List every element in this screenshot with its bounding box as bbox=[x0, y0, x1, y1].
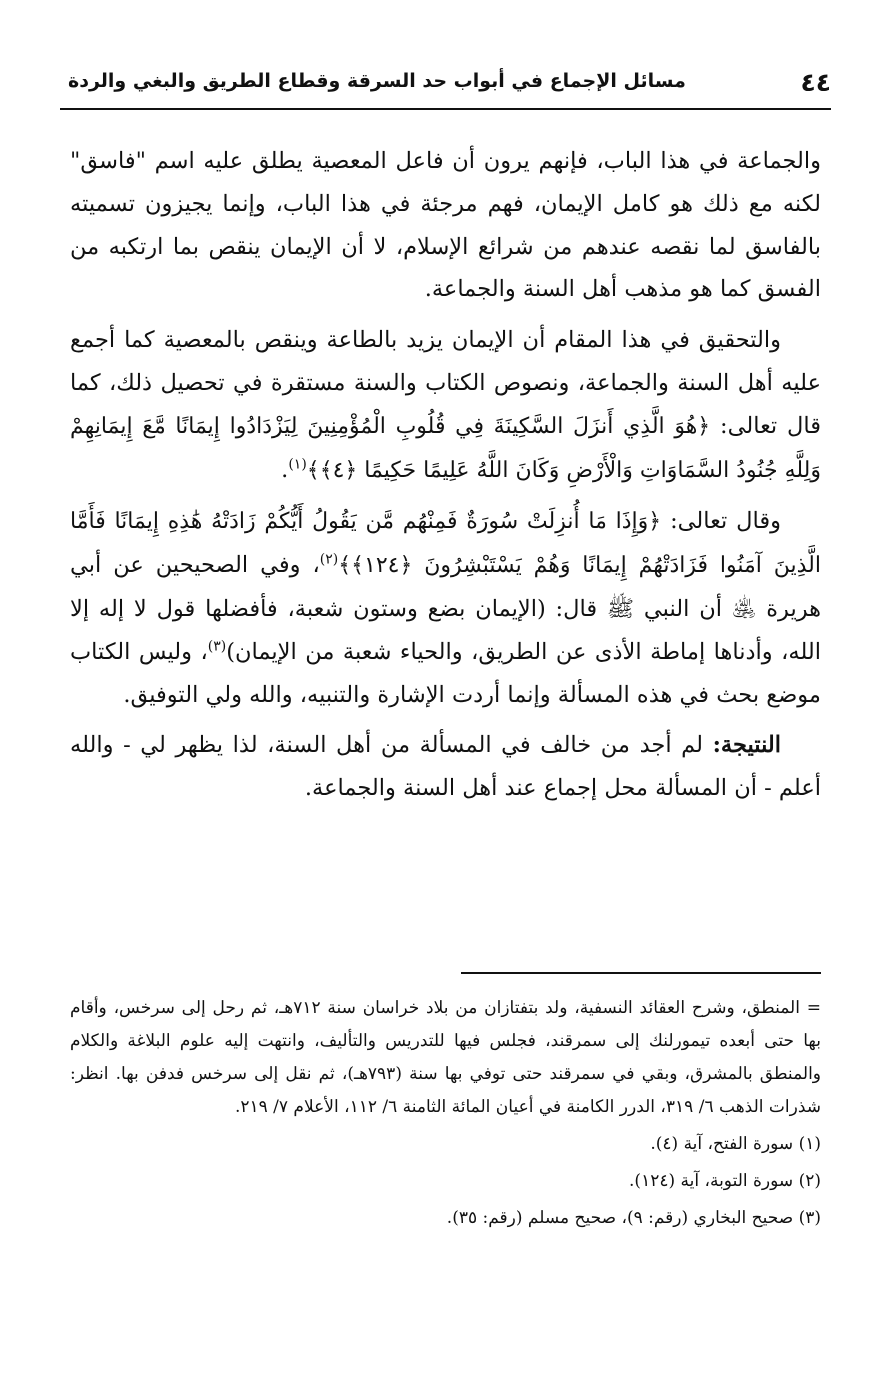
page-header bbox=[60, 62, 831, 110]
paragraph-1 bbox=[70, 140, 821, 311]
footnotes bbox=[70, 992, 821, 1239]
quran-verse-1: ﴿هُوَ الَّذِي أَنزَلَ السَّكِينَةَ فِي قُلُوبِ الْمُؤْمِنِينَ لِيَزْدَادُوا إِيمَانًا مَّعَ إِيمَانِهِمْ وَلِلَّهِ جُنُودُ السَّمَاوَاتِ وَالْأَرْضِ وَكَانَ اللَّهُ عَلِيمًا حَكِيمًا ﴿٤﴾﴾ bbox=[70, 413, 821, 483]
paragraph-2-intro: والتحقيق في هذا المقام أن الإيمان يزيد بالطاعة وينقص بالمعصية كما أجمع عليه أهل السنة والجماعة، ونصوص الكتاب والسنة مستقرة في تحصيل ذلك، كما قال تعالى: bbox=[70, 327, 821, 439]
footnote-1: (١) سورة الفتح، آية (٤). bbox=[650, 1134, 821, 1154]
result-paragraph bbox=[70, 724, 821, 810]
result-text: لم أجد من خالف في المسألة من أهل السنة، لذا يظهر لي - والله أعلم - أن المسألة محل إجماع عند أهل السنة والجماعة. bbox=[70, 732, 821, 802]
result-label: النتيجة: bbox=[712, 732, 781, 759]
footnote-divider bbox=[461, 972, 821, 974]
paragraph-3-closing: ، وليس الكتاب موضع بحث في هذه المسألة وإنما أردت الإشارة والتنبيه، والله ولي التوفيق. bbox=[70, 638, 821, 708]
footnote-continued: = المنطق، وشرح العقائد النسفية، ولد بتفتازان من بلاد خراسان سنة ٧١٢هـ، ثم رحل إلى سرخس، وأقام بها حتى أبعده تيمورلنك إلى سمرقند، فجلس فيها للتدريس والتأليف، وانتهت إليه علوم البلاغة والكلام والمنطق بالمشرق، وبقي في سمرقند حتى توفي بها سنة (٧٩٣هـ)، ثم نقل إلى سرخس فدفن بها. انظر: شذرات الذهب ٦/ ٣١٩، الدرر الكامنة في أعيان المائة الثامنة ٦/ ١١٢، الأعلام ٧/ ٢١٩. bbox=[70, 998, 822, 1117]
main-text bbox=[70, 140, 821, 818]
footnote-marker-1: (١) bbox=[288, 456, 307, 473]
paragraph-3-intro: وقال تعالى: bbox=[661, 508, 781, 535]
paragraph-1-text: والجماعة في هذا الباب، فإنهم يرون أن فاعل المعصية يطلق عليه اسم "فاسق" لكنه مع ذلك هو كامل الإيمان، فهم مرجئة في هذا الباب، وإنما يجيزون تسميته بالفاسق لما نقصه عندهم من شرائع الإسلام، لا أن الإيمان ينقص بما ارتكبه من الفسق كما هو مذهب أهل السنة والجماعة. bbox=[70, 148, 821, 303]
paragraph-3-hadith: ، وفي الصحيحين عن أبي هريرة ﵁ أن النبي ﷺ قال: (الإيمان بضع وستون شعبة، فأفضلها قول لا إله إلا الله، وأدناها إماطة الأذى عن الطريق، والحياء شعبة من الإيمان) bbox=[70, 552, 822, 665]
footnote-marker-2: (٢) bbox=[319, 551, 339, 568]
footnote-2: (٢) سورة التوبة، آية (١٢٤). bbox=[629, 1171, 821, 1191]
page-number: ٤٤ bbox=[800, 68, 831, 97]
footnote-marker-3: (٣) bbox=[207, 638, 227, 655]
quran-verse-2: ﴿وَإِذَا مَا أُنزِلَتْ سُورَةٌ فَمِنْهُم مَّن يَقُولُ أَيُّكُمْ زَادَتْهُ هَٰذِهِ إِيمَانًا فَأَمَّا الَّذِينَ آمَنُوا فَزَادَتْهُمْ إِيمَانًا وَهُمْ يَسْتَبْشِرُونَ ﴿١٢٤﴾﴾ bbox=[70, 509, 821, 579]
paragraph-3 bbox=[70, 500, 821, 716]
running-title: مسائل الإجماع في أبواب حد السرقة وقطاع الطريق والبغي والردة bbox=[68, 70, 686, 92]
paragraph-2: والتحقيق في هذا المقام أن الإيمان يزيد بالطاعة وينقص بالمعصية كما أجمع عليه أهل السنة والجماعة، ونصوص الكتاب والسنة مستقرة في تحصيل ذلك، كما قال تعالى: ﴿هُوَ الَّذِي أَنزَلَ السَّكِينَةَ فِي قُلُوبِ الْمُؤْمِنِينَ لِيَزْدَادُوا إِيمَانًا مَّعَ إِيمَانِهِمْ وَلِلَّهِ جُنُودُ السَّمَاوَاتِ وَالْأَرْضِ وَكَانَ اللَّهُ عَلِيمًا حَكِيمًا ﴿٤﴾﴾$^{(١)}$. bbox=[70, 327, 821, 483]
footnote-3: (٣) صحيح البخاري (رقم: ٩)، صحيح مسلم (رقم: ٣٥). bbox=[446, 1208, 821, 1228]
